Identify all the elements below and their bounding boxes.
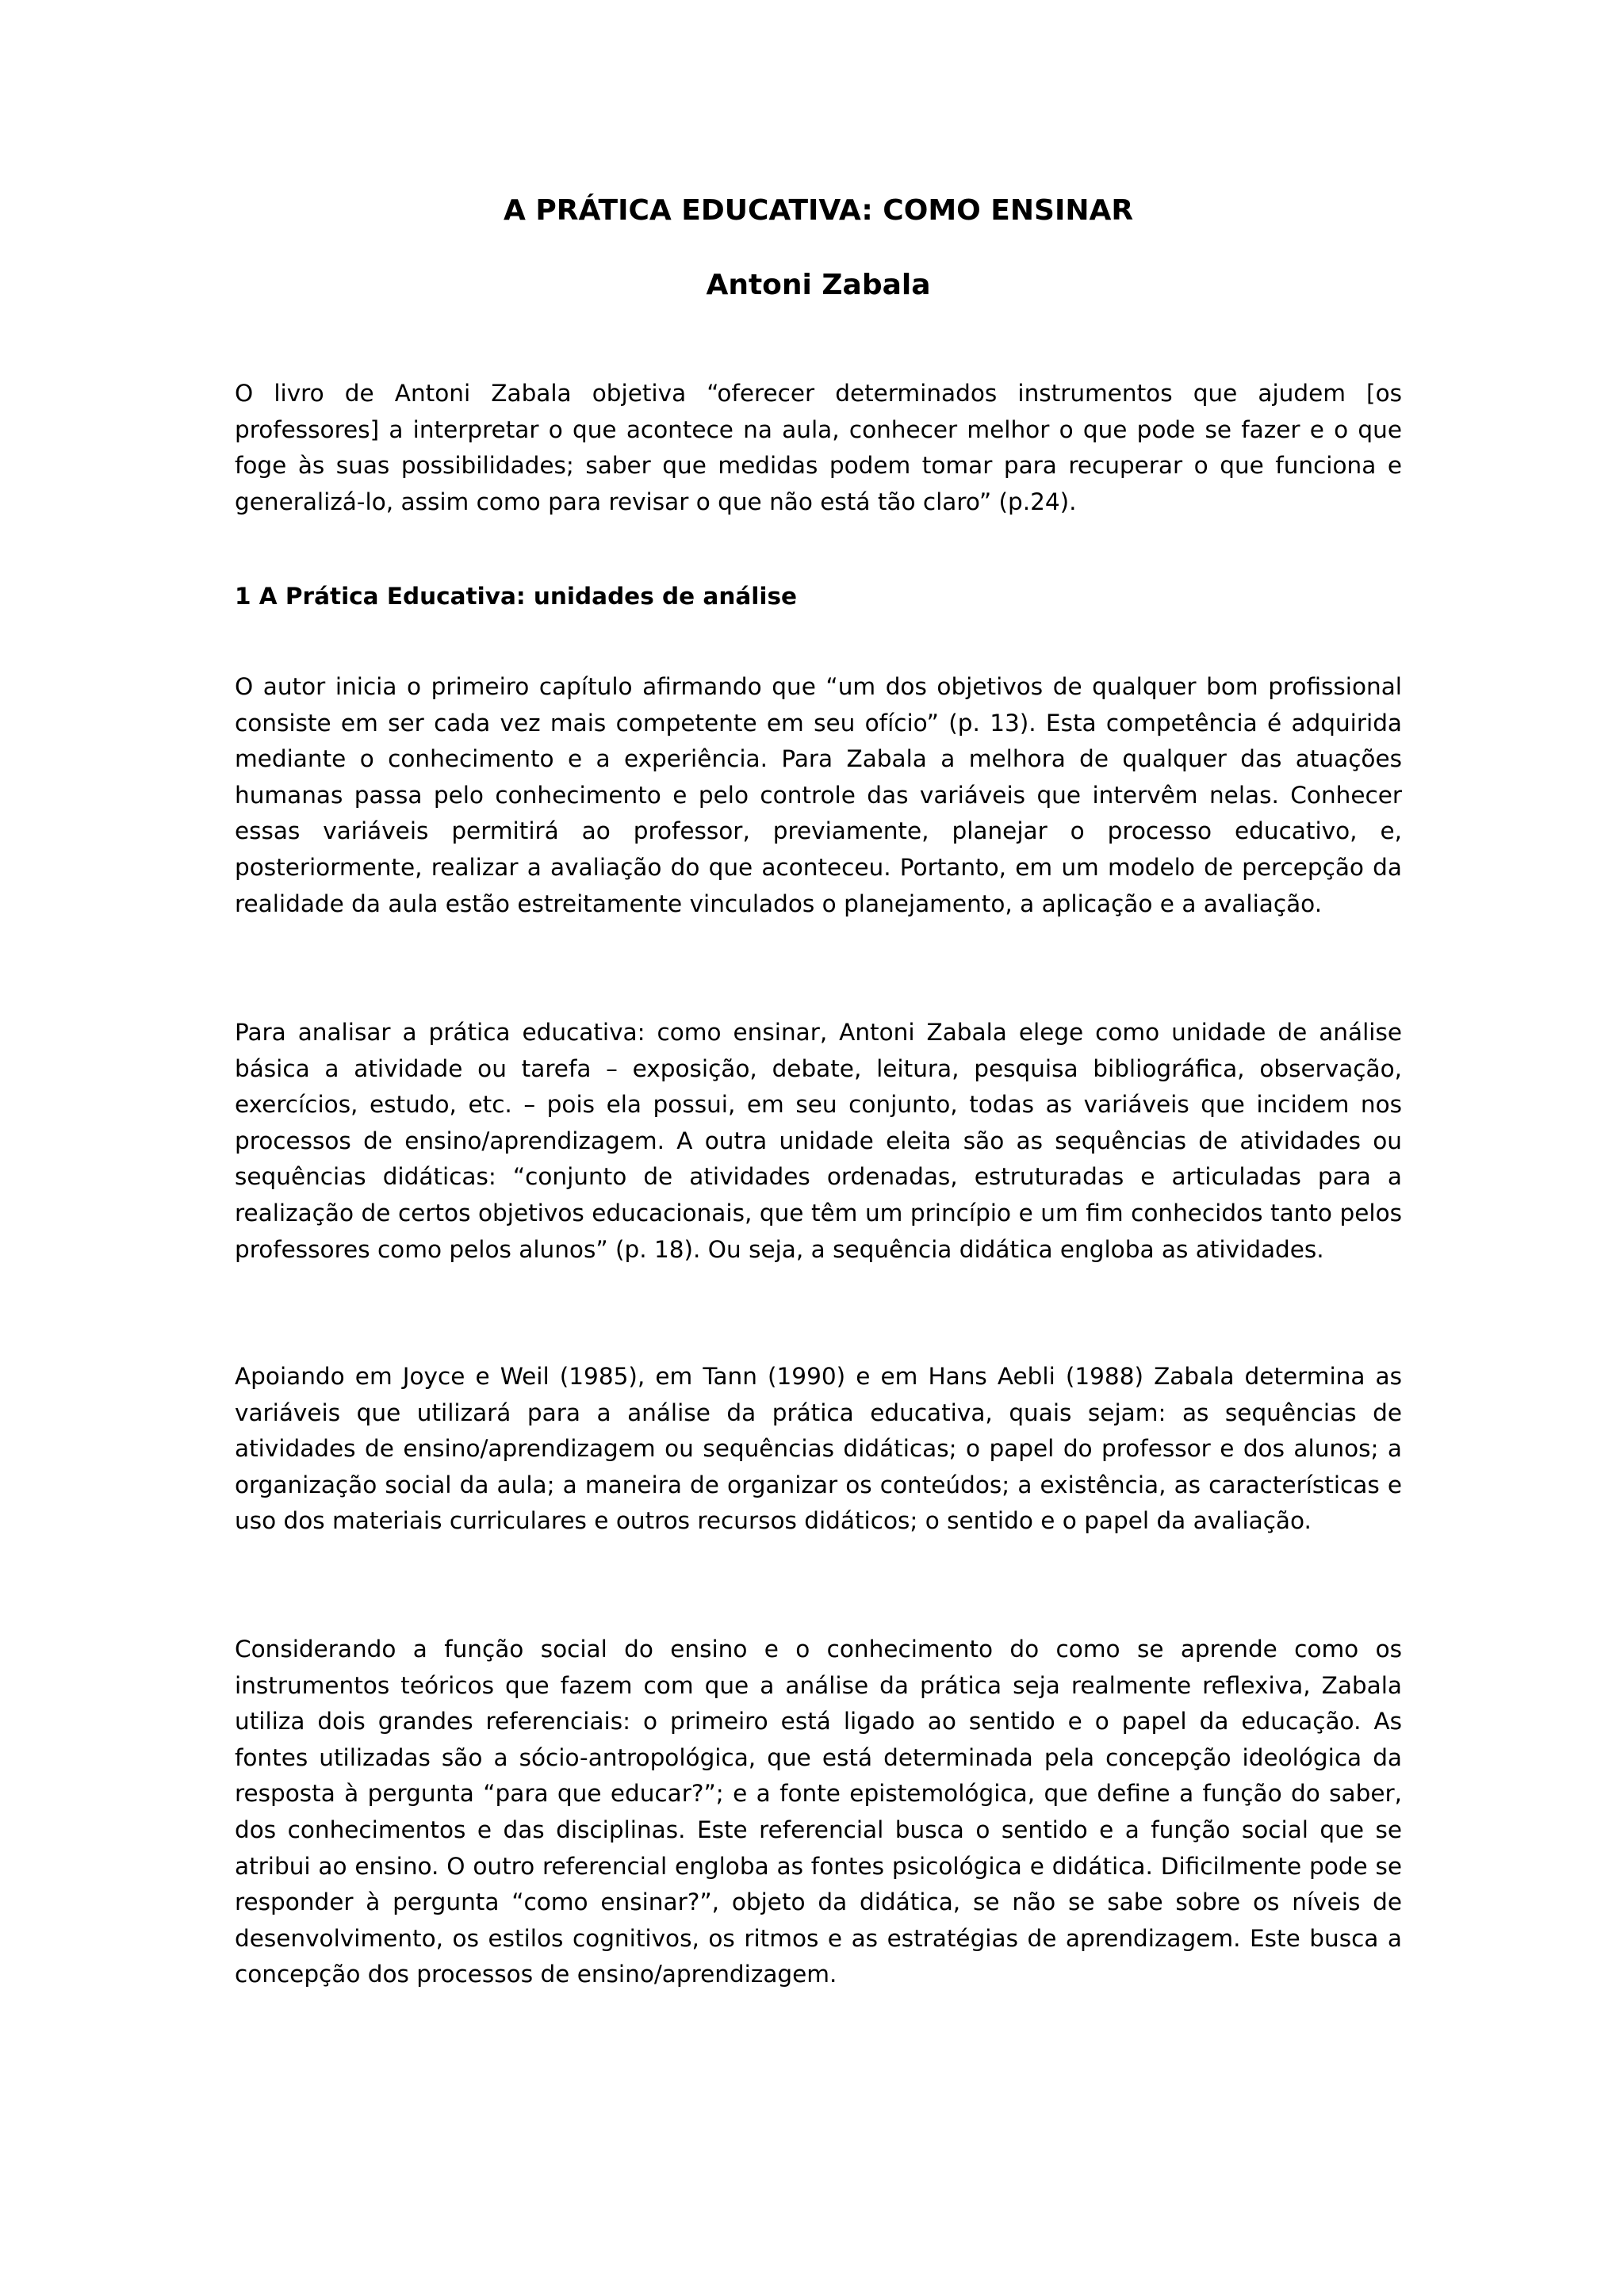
body-paragraph-4: Considerando a função social do ensino e o conhecimento do como se aprende como os instrumentos teóricos que fazem com que a análise da prática seja realmente reflexiva, Zabala utiliza dois grandes referenciais: o primeiro está ligado ao sentido e o papel da educação. As fontes utilizadas são a sócio-antropológica, que está determinada pela concepção ideológica da resposta à pergunta “para que educar?”; e a fonte epistemológica, que define a função do saber, dos conhecimentos e das disciplinas. Este referencial busca o sentido e a função social que se atribui ao ensino. O outro referencial engloba as fontes psicológica e didática. Dificilmente pode se responder à pergunta “como ensinar?”, objeto da didática, se não se sabe sobre os níveis de desenvolvimento, os estilos cognitivos, os ritmos e as estratégias de aprendizagem. Este busca a concepção dos processos de ensino/aprendizagem.: [235, 1636, 1402, 1988]
body-paragraph-2: Para analisar a prática educativa: como ensinar, Antoni Zabala elege como unidade de análise básica a atividade ou tarefa – exposição, debate, leitura, pesquisa bibliográfica, observação, exercícios, estudo, etc. – pois ela possui, em seu conjunto, todas as variáveis que incidem nos processos de ensino/aprendizagem. A outra unidade eleita são as sequências de atividades ou sequências didáticas: “conjunto de atividades ordenadas, estruturadas e articuladas para a realização de certos objetivos educacionais, que têm um princípio e um fim conhecidos tanto pelos professores como pelos alunos” (p. 18). Ou seja, a sequência didática engloba as atividades.: [235, 1019, 1402, 1263]
section-heading: 1 A Prática Educativa: unidades de análise: [235, 583, 798, 610]
body-paragraph-1: O autor inicia o primeiro capítulo afirmando que “um dos objetivos de qualquer bom profissional consiste em ser cada vez mais competente em seu ofício” (p. 13). Esta competência é adquirida mediante o conhecimento e a experiência. Para Zabala a melhora de qualquer das atuações humanas passa pelo conhecimento e pelo controle das variáveis que intervêm nelas. Conhecer essas variáveis permitirá ao professor, previamente, planejar o processo educativo, e, posteriormente, realizar a avaliação do que aconteceu. Portanto, em um modelo de percepção da realidade da aula estão estreitamente vinculados o planejamento, a aplicação e a avaliação.: [235, 673, 1402, 917]
document-title: A PRÁTICA EDUCATIVA: COMO ENSINAR: [503, 194, 1134, 227]
document-author: Antoni Zabala: [706, 269, 931, 301]
intro-paragraph: O livro de Antoni Zabala objetiva “oferecer determinados instrumentos que ajudem [os professores] a interpretar o que acontece na aula, conhecer melhor o que pode se fazer e o que foge às suas possibilidades; saber que medidas podem tomar para recuperar o que funciona e generalizá-lo, assim como para revisar o que não está tão claro” (p.24).: [235, 380, 1402, 515]
body-paragraph-3: Apoiando em Joyce e Weil (1985), em Tann (1990) e em Hans Aebli (1988) Zabala determina as variáveis que utilizará para a análise da prática educativa, quais sejam: as sequências de atividades de ensino/aprendizagem ou sequências didáticas; o papel do professor e dos alunos; a organização social da aula; a maneira de organizar os conteúdos; a existência, as características e uso dos materiais curriculares e outros recursos didáticos; o sentido e o papel da avaliação.: [235, 1363, 1402, 1535]
